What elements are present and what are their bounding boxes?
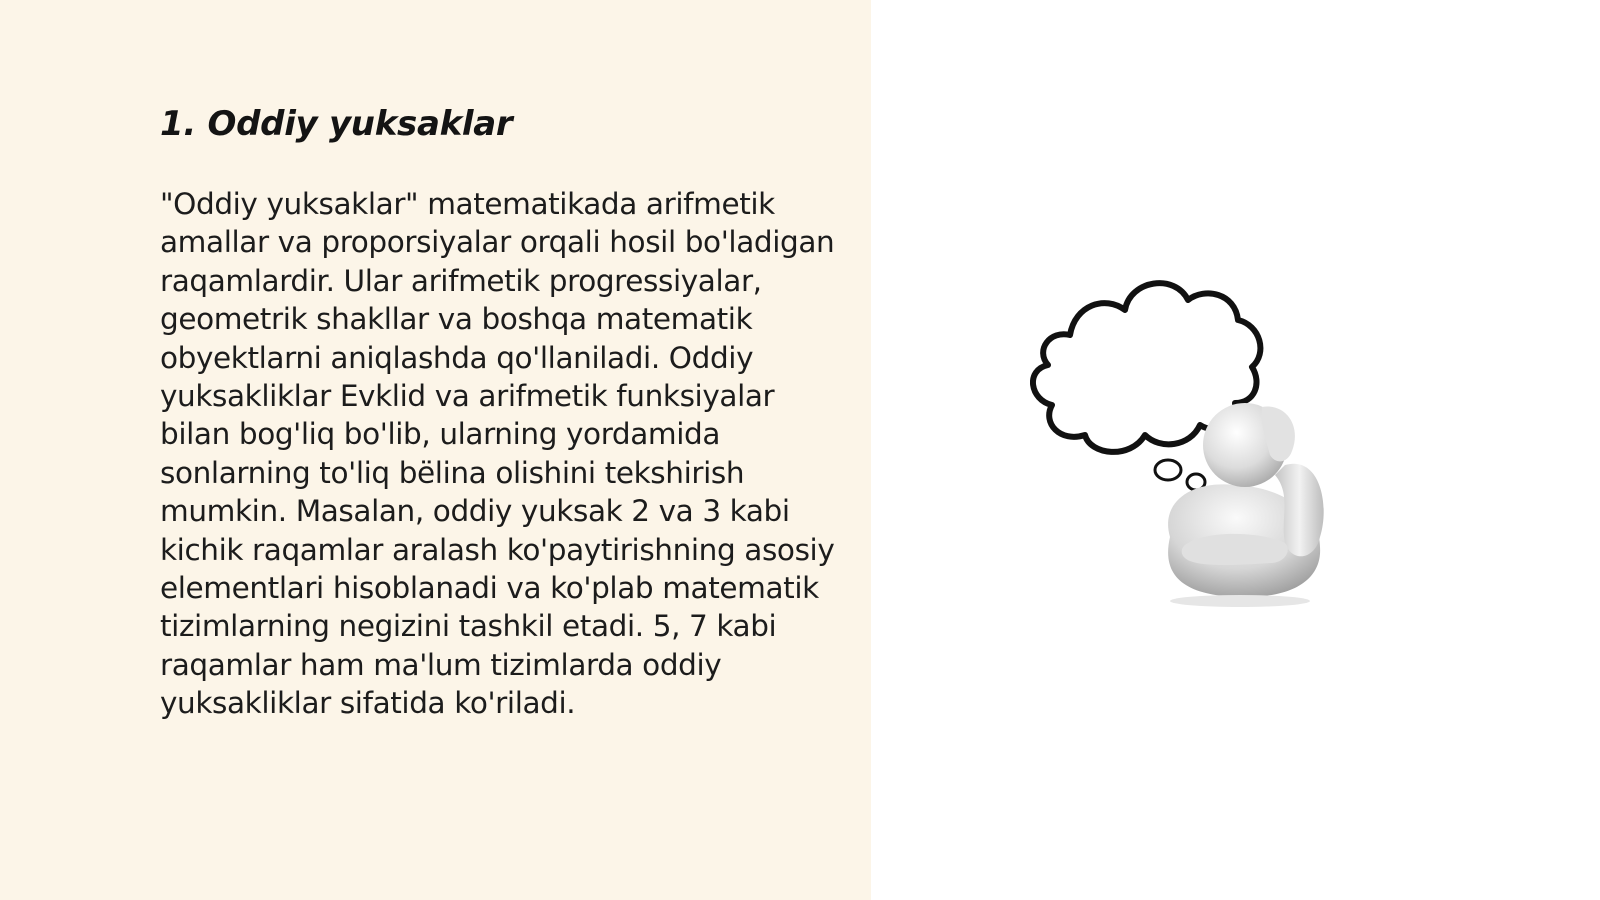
thinking-person-icon <box>1030 275 1350 615</box>
slide-body-text: "Oddiy yuksaklar" matematikada arifmetik amallar va proporsiyalar orqali hosil bo'ladigan raqamlardir. Ular arifmetik progressiyalar, geometrik shakllar va boshqa matematik obyektlarni aniqlashda qo'llaniladi. Oddiy yuksakliklar Evklid va arifmetik funksiyalar bilan bog'liq bo'lib, ularning yordamida sonlarning to'liq bëlina olishini tekshirish mumkin. Masalan, oddiy yuksak 2 va 3 kabi kichik raqamlar aralash ko'paytirishning asosiy elementlari hisoblanadi va ko'plab matematik tizimlarning negizini tashkil etadi. 5, 7 kabi raqamlar ham ma'lum tizimlarda oddiy yuksakliklar sifatida ko'riladi. <box>160 187 835 721</box>
slide-title: 1. Oddiy yuksaklar <box>160 104 513 144</box>
